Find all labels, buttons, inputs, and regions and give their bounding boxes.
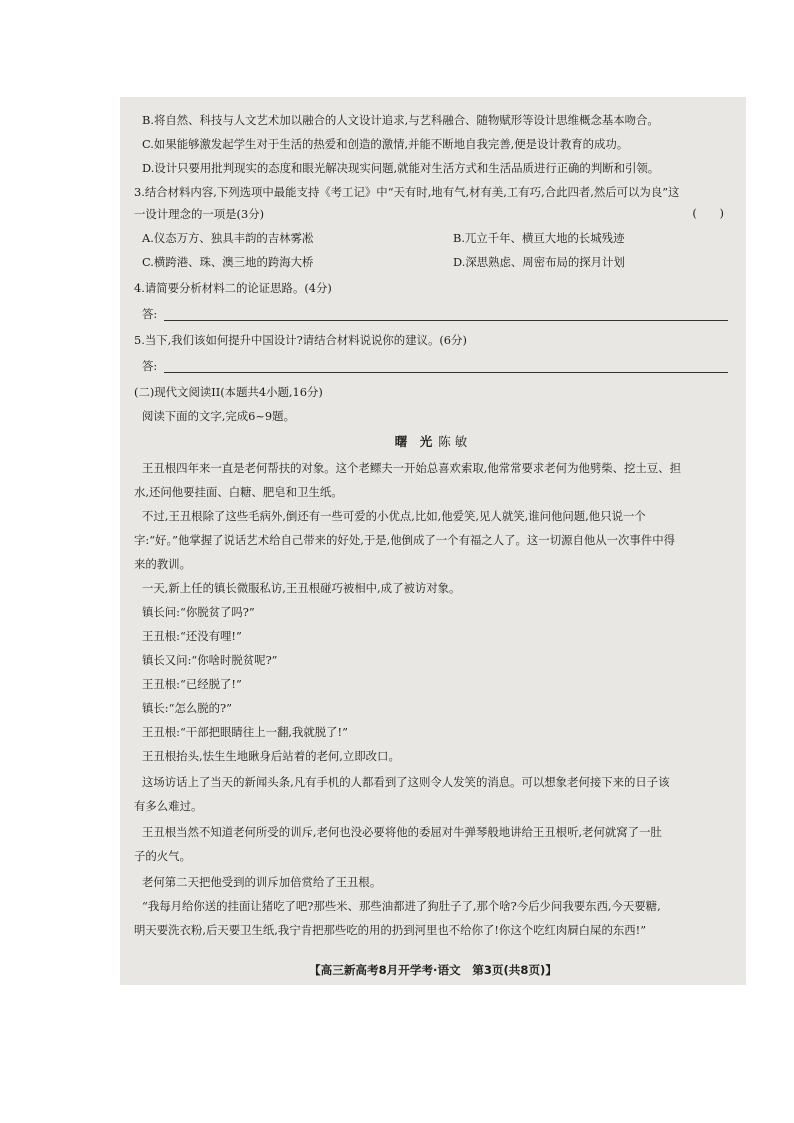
story-title	[120, 433, 746, 451]
story-paragraph: 不过,王丑根除了这些毛病外,倒还有一些可爱的小优点,比如,他爱笑,见人就笑,谁问他问题,他只说一个	[142, 509, 646, 523]
dialogue-line: 王丑根:“还没有哩!”	[142, 629, 242, 643]
answer-line-q5	[164, 372, 728, 373]
answer-label-q5: 答:	[142, 359, 158, 373]
q3-option-b: B.兀立千年、横亘大地的长城残迹	[453, 231, 625, 245]
option-d-line: D.设计只要用批判现实的态度和眼光解决现实问题,就能对生活方式和生活品质进行正确的判断和引领。	[142, 161, 660, 175]
story-paragraph: 子的火气。	[134, 849, 191, 863]
story-paragraph: 字:“好。”他掌握了说话艺术给自己带来的好处,于是,他倒成了一个有福之人了。这一切源自他从一次事件中得	[134, 533, 675, 547]
story-paragraph: 老何第二天把他受到的训斥加倍赏给了王丑根。	[142, 875, 382, 889]
story-paragraph: 水,还问他要挂面、白糖、肥皂和卫生纸。	[134, 485, 343, 499]
answer-line-q4	[164, 320, 728, 321]
story-paragraph: 这场访话上了当天的新闻头条,凡有手机的人都看到了这则令人发笑的消息。可以想象老何接下来的日子该	[142, 775, 670, 789]
story-paragraph: 王丑根抬头,怯生生地瞅身后站着的老何,立即改口。	[142, 749, 400, 763]
story-paragraph: 一天,新上任的镇长微服私访,王丑根碰巧被相中,成了被访对象。	[142, 581, 461, 595]
section-heading: (二)现代文阅读II(本题共4小题,16分)	[134, 385, 323, 399]
story-paragraph: 明天要洗衣粉,后天要卫生纸,我宁肯把那些吃的用的扔到河里也不给你了!你这个吃红肉屙白屎的东西!”	[134, 923, 647, 937]
question-5: 5.当下,我们该如何提升中国设计?请结合材料说说你的建议。(6分)	[134, 333, 467, 347]
story-author: 陈敏	[438, 434, 472, 449]
story-paragraph: 王丑根当然不知道老何所受的训斥,老何也没必要将他的委屈对牛弹琴般地讲给王丑根听,老何就窝了一肚	[142, 825, 662, 839]
option-c-line: C.如果能够激发起学生对于生活的热爱和创造的激情,并能不断地自我完善,便是设计教育的成功。	[142, 137, 629, 151]
dialogue-line: 镇长问:“你脱贫了吗?”	[142, 605, 255, 619]
answer-label-q4: 答:	[142, 307, 158, 321]
story-paragraph: 来的教训。	[134, 557, 191, 571]
question-3-stem-cont: 一设计理念的一项是(3分)	[134, 207, 265, 221]
question-4: 4.请简要分析材料二的论证思路。(4分)	[134, 281, 332, 295]
dialogue-line: 王丑根:“已经脱了!”	[142, 677, 242, 691]
dialogue-line: 王丑根:“干部把眼睛往上一翻,我就脱了!”	[142, 725, 348, 739]
reading-instruction: 阅读下面的文字,完成6~9题。	[142, 409, 295, 423]
question-3-stem: 3.结合材料内容,下列选项中最能支持《考工记》中“天有时,地有气,材有美,工有巧,合此四者,然后可以为良”这	[134, 185, 680, 199]
page-footer: 【高三新高考8月开学考·语文 第3页(共8页)】	[309, 963, 557, 977]
option-b-line: B.将自然、科技与人文艺术加以融合的人文设计追求,与艺科融合、随物赋形等设计思维概念基本吻合。	[142, 113, 659, 127]
story-paragraph: “我每月给你送的挂面让猪吃了吧?那些米、那些油都进了狗肚子了,那个啥?今后少问我要东西,今天要糖,	[142, 899, 661, 913]
q3-option-a: A.仪态万方、独具丰韵的吉林雾凇	[142, 231, 314, 245]
story-title-text: 曙 光	[394, 434, 433, 449]
dialogue-line: 镇长又问:“你啥时脱贫呢?”	[142, 653, 278, 667]
q3-option-c: C.横跨港、珠、澳三地的跨海大桥	[142, 255, 314, 269]
dialogue-line: 镇长:“怎么脱的?”	[142, 701, 232, 715]
exam-page	[120, 97, 746, 985]
q3-option-d: D.深思熟虑、周密布局的探月计划	[453, 255, 625, 269]
story-paragraph: 有多么难过。	[134, 799, 203, 813]
answer-bracket: ( )	[692, 206, 724, 220]
story-paragraph: 王丑根四年来一直是老何帮扶的对象。这个老鳏夫一开始总喜欢索取,他常常要求老何为他劈柴、挖土豆、担	[142, 461, 681, 475]
